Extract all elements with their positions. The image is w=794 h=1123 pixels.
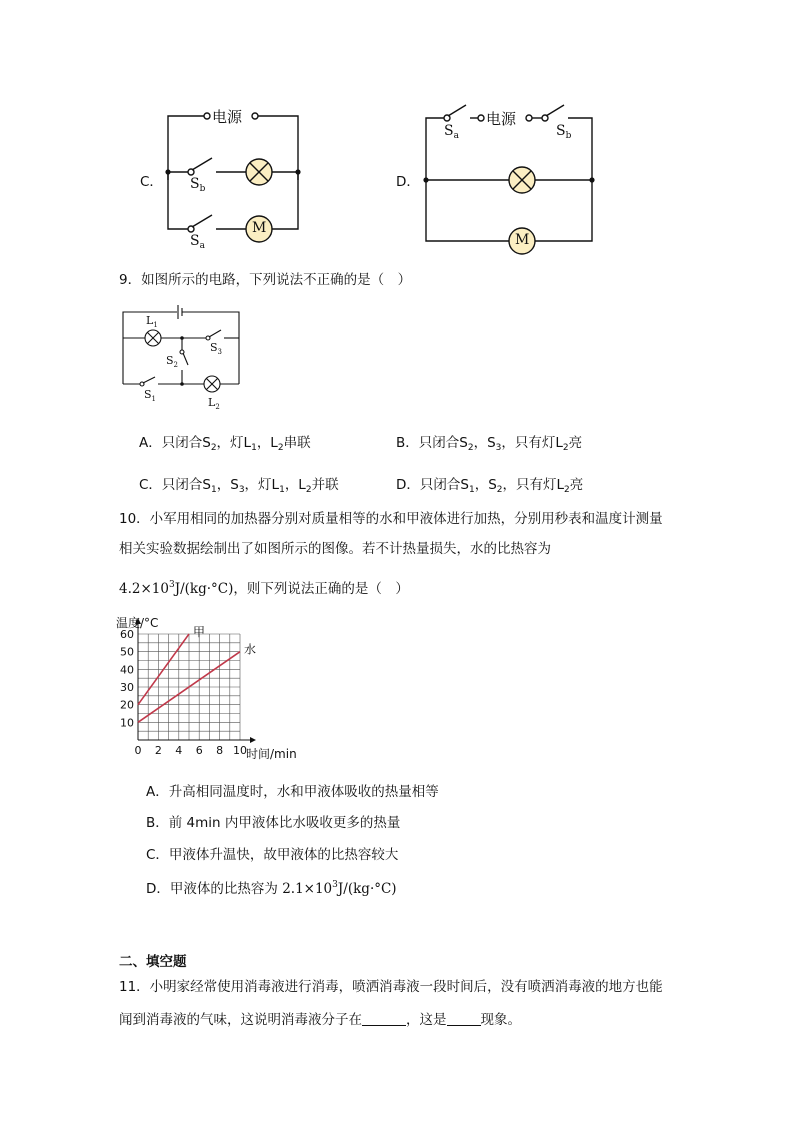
circuit-d-power-label: 电源 [486,110,517,128]
q11-blank-1[interactable] [362,1011,406,1026]
q9-option-d[interactable]: D．只闭合$S_1$，$S_2$，只有灯$L_2$亮 [396,477,584,495]
q10-option-d[interactable]: D．甲液体的比热容为 $2.1\times 10^3J/(kg\cdot^\circ C)$ [146,880,397,897]
q11-line1: 11．小明家经常使用消毒液进行消毒，喷洒消毒液一段时间后，没有喷洒消毒液的地方也能 [119,979,663,995]
chart-y-tick-label: 30 [120,681,134,694]
q9-option-c[interactable]: C．只闭合$S_1$，$S_3$，灯$L_1$，$L_2$并联 [139,477,339,495]
q9-figure [118,300,248,412]
chart-xlabel: 时间/min [246,747,297,761]
q9-l1-label: $L_1$ [146,314,158,329]
chart-y-tick-label: 40 [120,663,134,677]
q9-s3-label: $S_3$ [210,341,223,356]
q9-circuit-diagram [118,300,248,412]
q10-chart [110,612,320,772]
circuit-d-motor-label: M [515,232,530,248]
q9-option-b[interactable]: B．只闭合$S_2$，$S_3$，只有灯$L_2$亮 [396,435,583,453]
chart-x-tick-label: 0 [134,744,142,757]
circuit-c-switch-sa-label: $S_a$ [190,233,205,251]
circuit-d-switch-sa-label: $S_a$ [444,123,459,141]
q9-option-a[interactable]: A．只闭合$S_2$，灯$L_1$，$L_2$串联 [139,435,311,453]
q9-s1-label: $S_1$ [144,388,157,403]
q11-blank-2[interactable] [447,1011,481,1026]
chart-x-tick-label: 8 [216,744,224,757]
q10-stem-line2: 相关实验数据绘制出了如图所示的图像。若不计热量损失，水的比热容为 [119,541,551,557]
chart-x-tick-label: 6 [195,744,203,757]
q9-stem: 9．如图所示的电路，下列说法不正确的是（ ） [119,272,412,288]
circuit-d-switch-sb-label: $S_b$ [556,123,572,141]
chart-series-label: 水 [244,642,257,657]
q11-line2: 闻到消毒液的气味，这说明消毒液分子在 ，这是 现象。 [119,1012,521,1028]
circuit-c [136,100,316,260]
chart-x-tick-label: 4 [175,744,183,757]
q10-option-b[interactable]: B．前 4min 内甲液体比水吸收更多的热量 [146,815,401,831]
q10-option-a[interactable]: A．升高相同温度时，水和甲液体吸收的热量相等 [146,784,439,800]
q10-option-c[interactable]: C．甲液体升温快，故甲液体的比热容较大 [146,847,399,863]
chart-x-tick-label: 10 [233,744,247,757]
q9-s2-label: $S_2$ [166,354,179,369]
circuit-c-power-label: 电源 [212,108,243,126]
q10-stem-line1: 10．小军用相同的加热器分别对质量相等的水和甲液体进行加热，分别用秒表和温度计测量 [119,511,663,527]
chart-y-tick-label: 10 [120,716,134,730]
section-title-fill-in: 二、填空题 [119,954,187,970]
chart-y-tick-label: 60 [120,628,134,641]
chart-y-tick-label: 50 [120,645,134,659]
chart-x-axis-arrow [250,737,256,743]
circuit-d-label: D． [396,174,420,190]
circuit-d [394,98,614,258]
circuit-c-motor-label: M [252,220,267,236]
q10-stem-line3: $4.2\times 10^3J/(kg\cdot^\circ C)$，则下列说法正确的是（ ） [119,580,409,597]
chart-y-tick-label: 20 [120,698,134,712]
chart-x-tick-label: 2 [154,744,162,757]
chart-series-label: 甲 [193,625,206,639]
circuit-c-label: C． [140,174,163,190]
chart-ylabel: 温度/°C [116,616,159,630]
q9-l2-label: $L_2$ [208,396,220,411]
circuit-c-switch-sb-label: $S_b$ [190,176,206,194]
